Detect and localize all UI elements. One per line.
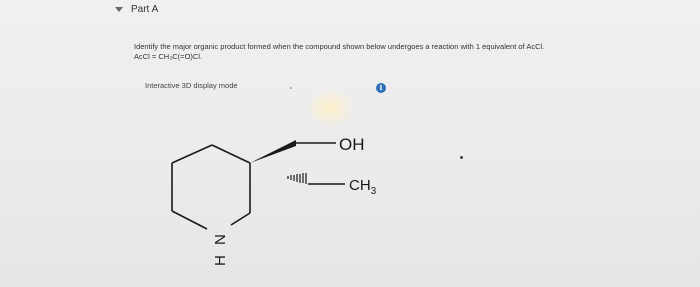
ring-bond [212, 145, 250, 163]
hydrogen-label: H [212, 255, 229, 266]
part-title: Part A [131, 3, 159, 15]
ring-bond [172, 145, 212, 163]
methyl-label-text: CH [349, 177, 371, 194]
info-icon[interactable]: i [376, 83, 386, 93]
nitrogen-label: N [212, 234, 229, 245]
piperidine-ring [172, 145, 250, 229]
methyl-subscript: 3 [370, 186, 377, 197]
hydroxyl-label: OH [339, 135, 365, 154]
ring-bond [231, 213, 250, 225]
display-mode-label[interactable]: Interactive 3D display mode [145, 81, 238, 90]
methyl-label [349, 177, 377, 197]
wedge-bond [250, 140, 296, 163]
ring-bond [172, 211, 207, 229]
question-line-1: Identify the major organic product formed when the compound shown below undergoes a reaction with 1 equivalent of AcCl. [134, 42, 545, 51]
hashed-bond [288, 173, 306, 184]
question-line-2: AcCl = CH₃C(=O)Cl. [134, 52, 203, 61]
nh-group [212, 234, 229, 266]
